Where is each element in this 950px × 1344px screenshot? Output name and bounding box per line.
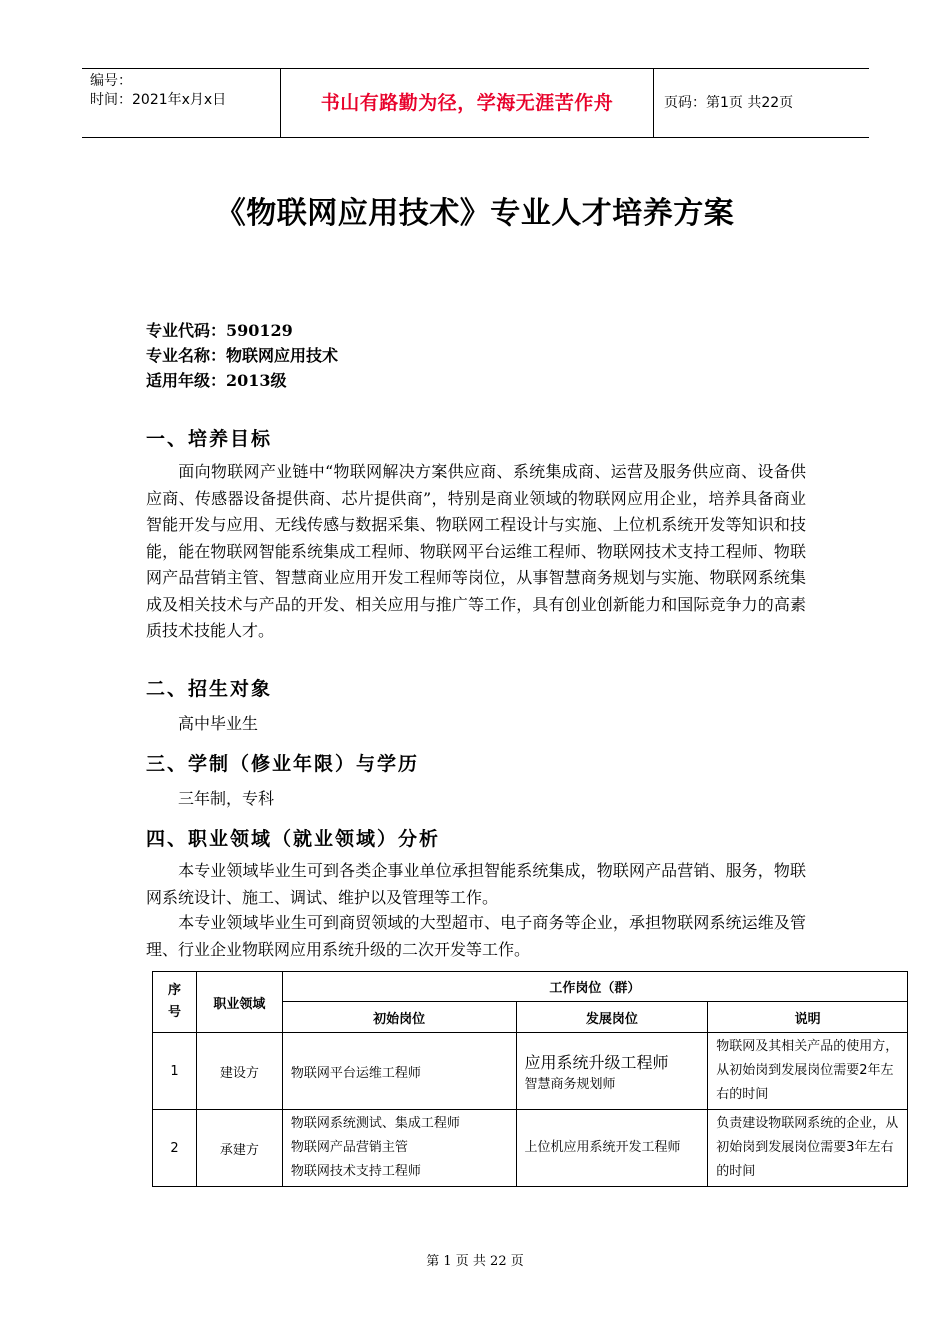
applicable-grade: 适用年级：2013级 [146, 371, 287, 390]
career-text-1: 本专业领域毕业生可到各类企事业单位承担智能系统集成，物联网产品营销、服务，物联网系统设计、施工、调试、维护以及管理等工作。 [146, 861, 806, 907]
header-time-label: 时间：2021年x月x日 [90, 92, 227, 108]
career-paragraph-1 [146, 858, 806, 911]
col-header-note: 说明 [708, 1002, 908, 1033]
col-header-initial: 初始岗位 [282, 1002, 516, 1033]
table-row [153, 1110, 908, 1187]
table-header-row [153, 972, 908, 1002]
row-note: 物联网及其相关产品的使用方，从初始岗到发展岗位需要2年左右的时间 [708, 1033, 908, 1110]
career-paragraph-2 [146, 910, 806, 963]
header-motto-cell [281, 68, 654, 138]
col-header-group: 工作岗位（群） [282, 972, 907, 1002]
section-goals-text [146, 459, 806, 645]
row-field: 承建方 [196, 1110, 282, 1187]
row-initial: 物联网系统测试、集成工程师 物联网产品营销主管 物联网技术支持工程师 [282, 1110, 516, 1187]
row-develop [516, 1033, 708, 1110]
section-heading-career: 四、职业领域（就业领域）分析 [146, 828, 441, 850]
enrollment-text: 高中毕业生 [178, 714, 259, 733]
section-heading-enrollment: 二、招生对象 [146, 678, 273, 700]
row-no: 1 [153, 1033, 197, 1110]
header-page-label: 页码：第1页 共22页 [664, 95, 794, 111]
page-footer: 第 1 页 共 22 页 [426, 1254, 524, 1269]
col-header-develop: 发展岗位 [516, 1002, 708, 1033]
col-header-no: 序号 [153, 972, 197, 1033]
header-meta-cell [82, 68, 281, 138]
row-develop: 上位机应用系统开发工程师 [516, 1110, 708, 1187]
develop-sub: 智慧商务规划师 [524, 1077, 616, 1092]
develop-main: 应用系统升级工程师 [524, 1053, 669, 1072]
goals-paragraph: 面向物联网产业链中“物联网解决方案供应商、系统集成商、运营及服务供应商、设备供应商、传感器设备提供商、芯片提供商”，特别是商业领域的物联网应用企业，培养具备商业智能开发与应用、无线传感与数据采集、物联网工程设计与实施、上位机系统开发等知识和技能，能在物联网智能系统集成工程师、物联网平台运维工程师、物联网技术支持工程师、物联网产品营销主管、智慧商业应用开发工程师等岗位，从事智慧商务规划与实施、物联网系统集成及相关技术与产品的开发、相关应用与推广等工作，具有创业创新能力和国际竞争力的高素质技术技能人才。 [146, 462, 806, 640]
row-no: 2 [153, 1110, 197, 1187]
table-row [153, 1033, 908, 1110]
career-text-2: 本专业领域毕业生可到商贸领域的大型超市、电子商务等企业，承担物联网系统运维及管理、行业企业物联网应用系统升级的二次开发等工作。 [146, 913, 806, 959]
section-heading-goals: 一、培养目标 [146, 428, 273, 450]
major-name: 专业名称：物联网应用技术 [146, 346, 339, 365]
document-title: 《物联网应用技术》专业人才培养方案 [215, 196, 735, 231]
major-code: 专业代码：590129 [146, 321, 293, 340]
job-positions-table [152, 971, 908, 1187]
row-initial: 物联网平台运维工程师 [282, 1033, 516, 1110]
row-note: 负责建设物联网系统的企业，从初始岗到发展岗位需要3年左右的时间 [708, 1110, 908, 1187]
section-heading-duration: 三、学制（修业年限）与学历 [146, 753, 420, 775]
header-motto: 书山有路勤为径，学海无涯苦作舟 [320, 92, 614, 114]
duration-text: 三年制，专科 [178, 789, 275, 808]
col-header-field: 职业领域 [196, 972, 282, 1033]
header-number-label: 编号： [90, 73, 132, 89]
row-field: 建设方 [196, 1033, 282, 1110]
header-page-cell [654, 68, 869, 138]
